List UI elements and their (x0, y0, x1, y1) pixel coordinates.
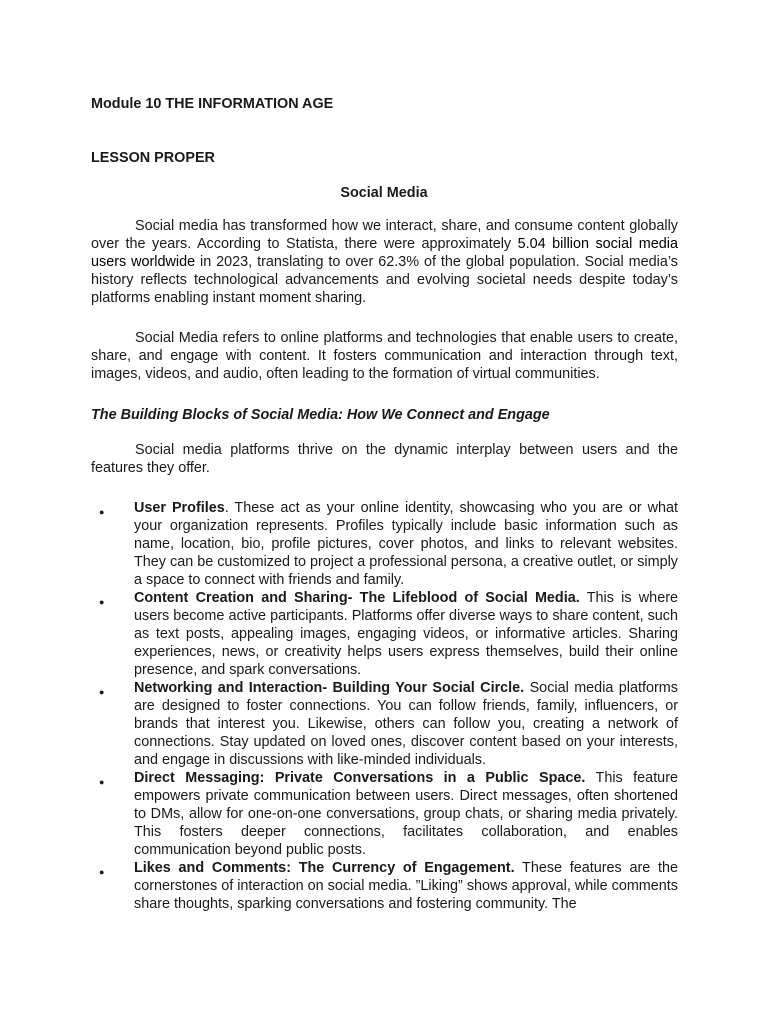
definition-paragraph: Social Media refers to online platforms and technologies that enable users to create, share, and engage with content. It fosters communication and interaction through text, images, videos, and audio, often leading to the formation of virtual communities. (91, 330, 678, 382)
list-item (91, 769, 678, 859)
bullet-icon: ● (99, 597, 105, 607)
features-list (91, 499, 678, 913)
list-item-text: These features are the cornerstones of interaction on social media. ”Liking” shows approval, while comments share thoughts, sparking conversations and fostering community. The (134, 860, 679, 912)
module-title: Module 10 THE INFORMATION AGE (91, 96, 334, 112)
list-item-text: Social media platforms are designed to foster connections. You can follow friends, family, influencers, or brands that interest you. Likewise, others can follow you, creating a network of connections. Stay updated on loved ones, discover content based on your interests, and engage in discussions with like-minded individuals. (134, 680, 678, 768)
list-item (91, 859, 678, 913)
list-item-text: . These act as your online identity, showcasing who you are or what your organization represents. Profiles typically include basic information such as name, location, bio, profile pictures, cover photos, and links to relevant websites. They can be customized to project a professional persona, a creative outlet, or simply a space to connect with friends and family. (134, 500, 678, 588)
bullet-icon: ● (99, 507, 105, 517)
list-item (91, 679, 678, 769)
intro-paragraph (91, 217, 678, 307)
bullet-icon: ● (99, 687, 105, 697)
list-item (91, 589, 678, 679)
statistic-link[interactable]: 5.04 billion social media users worldwide (91, 236, 678, 270)
intro-text-end: in 2023, translating to over 62.3% of the global population. Social media’s history reflects technological advancements and evolving societal needs despite today’s platforms enabling instant moment sharing. (91, 254, 678, 306)
list-item-title: Likes and Comments: The Currency of Engagement. (134, 860, 515, 876)
intro-text-start: Social media has transformed how we interact, share, and consume content globally over the years. According to Statista, there were approximately (91, 218, 678, 252)
section-title: Social Media (340, 185, 428, 201)
list-item-title: Content Creation and Sharing- The Lifeblood of Social Media. (134, 590, 580, 606)
list-item-title: Direct Messaging: Private Conversations in a Public Space. (134, 770, 586, 786)
list-item-title: User Profiles (134, 500, 225, 516)
list-item-text: This is where users become active participants. Platforms offer diverse ways to share content, such as text posts, appealing images, engaging videos, or informative articles. Sharing experiences, news, or creativity helps users express themselves, build their online presence, and spark conversations. (134, 590, 678, 678)
lesson-heading: LESSON PROPER (91, 150, 215, 166)
bullet-icon: ● (99, 777, 105, 787)
building-blocks-intro: Social media platforms thrive on the dynamic interplay between users and the features they offer. (91, 442, 678, 476)
list-item-title: Networking and Interaction- Building Your Social Circle. (134, 680, 525, 696)
list-item (91, 499, 678, 589)
list-item-text: This feature empowers private communication between users. Direct messages, often shortened to DMs, allow for one-on-one conversations, group chats, or sharing media privately. This fosters deeper connections, facilitates collaboration, and enables communication beyond public posts. (134, 770, 678, 858)
building-blocks-subheading: The Building Blocks of Social Media: How We Connect and Engage (91, 407, 550, 423)
bullet-icon: ● (99, 867, 105, 877)
